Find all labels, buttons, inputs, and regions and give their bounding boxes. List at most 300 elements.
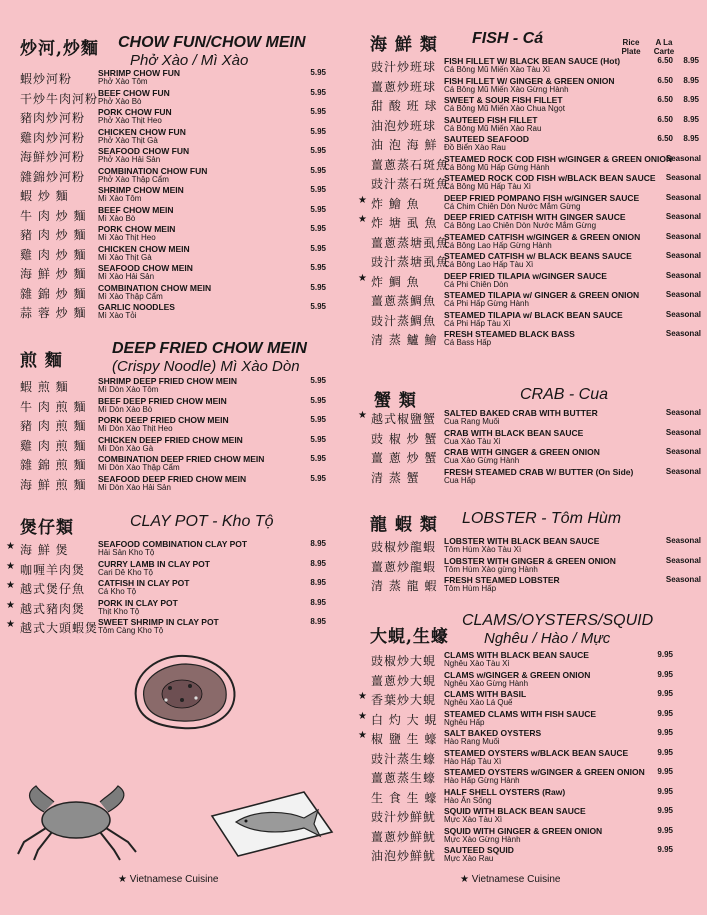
item-name-zh: 油 泡 海 鮮 <box>371 138 438 152</box>
section-title-zh: 煲仔類 <box>20 518 74 538</box>
item-name-vi: Đồ Biển Xào Rau <box>444 143 506 152</box>
item-name-vi: Cá Bông Lao Hấp Tàu Xì <box>444 260 534 269</box>
section-title-zh: 海 鮮 類 <box>370 35 438 55</box>
item-name-en: COMBINATION DEEP FRIED CHOW MEIN <box>98 454 265 464</box>
item-name-zh: 油泡炒班球 <box>371 118 437 133</box>
item-name-en: GARLIC NOODLES <box>98 302 175 312</box>
item-name-zh: 雞 肉 炒 麵 <box>20 247 87 262</box>
item-price: 9.95 <box>657 825 673 835</box>
item-name-vi: Mì Xào Thập Cẩm <box>98 291 163 301</box>
star-icon: ★ <box>6 580 15 591</box>
menu-item <box>356 251 707 271</box>
item-price-seasonal: Seasonal <box>665 231 701 241</box>
item-name-vi: Mì Xào Bò <box>98 213 136 223</box>
item-price: 5.95 <box>310 473 326 483</box>
item-name-zh: 豬 肉 煎 麵 <box>20 419 87 433</box>
item-name-zh: 蝦炒河粉 <box>20 72 73 86</box>
section-title-en: CRAB - Cua <box>520 386 609 403</box>
star-icon: ★ <box>358 194 367 206</box>
menu-item <box>0 598 350 618</box>
menu-item <box>356 650 707 670</box>
item-name-zh: 豬 肉 炒 麵 <box>20 228 87 242</box>
menu-item <box>356 728 707 748</box>
item-price-seasonal: Seasonal <box>665 251 701 260</box>
menu-item <box>0 454 350 474</box>
menu-item <box>356 767 707 787</box>
item-name-zh: 豉汁炒鮮魷 <box>371 810 437 824</box>
item-name-zh: 薑蔥蒸生蠔 <box>371 771 437 785</box>
item-name-vi: Cá Bông Mũ Hấp Tàu Xì <box>444 182 532 191</box>
menu-list <box>356 650 707 865</box>
item-name-zh: 生 食 生 蠔 <box>371 790 438 805</box>
item-price-a-la-carte: 8.95 <box>683 114 699 124</box>
item-name-zh: 豉椒炒龍蝦 <box>371 540 437 554</box>
item-name-en: SALT BAKED OYSTERS <box>444 728 542 738</box>
item-name-vi: Mì Xào Tỏi <box>98 311 137 320</box>
item-price: 5.95 <box>310 415 326 424</box>
item-name-zh: 牛 肉 炒 麵 <box>20 208 87 223</box>
item-name-en: FRESH STEAMED BLACK BASS <box>444 329 575 339</box>
section-title-en: LOBSTER - Tôm Hùm <box>462 510 622 527</box>
item-price: 5.95 <box>310 204 326 214</box>
item-name-en: STEAMED OYSTERS w/GINGER & GREEN ONION <box>444 767 645 777</box>
section-title-en: CLAY POT - Kho Tộ <box>130 513 274 530</box>
item-price: 6.50 <box>657 114 673 124</box>
item-name-zh: 海 鮮 炒 麵 <box>20 267 87 281</box>
item-price-a-la-carte: 8.95 <box>683 134 699 143</box>
item-name-en: CURRY LAMB IN CLAY POT <box>98 558 210 569</box>
item-name-en: SALTED BAKED CRAB WITH BUTTER <box>444 408 598 418</box>
menu-list <box>0 376 350 493</box>
item-name-en: DEEP FRIED CATFISH WITH GINGER SAUCE <box>444 212 626 222</box>
item-name-zh: 薑蔥炒班球 <box>371 79 437 94</box>
item-name-zh: 油泡炒鮮魷 <box>371 849 437 863</box>
item-name-vi: Hào Hấp Gừng Hành <box>444 776 520 785</box>
item-name-vi: Cua Xào Tàu Xì <box>444 436 501 446</box>
item-name-zh: 越式椒鹽蟹 <box>371 412 437 426</box>
menu-item <box>0 88 350 108</box>
menu-item <box>0 376 350 396</box>
item-name-en: BEEF CHOW MEIN <box>98 204 174 215</box>
item-name-en: SWEET & SOUR FISH FILLET <box>444 95 563 105</box>
item-price: 5.95 <box>310 224 326 233</box>
item-price: 9.95 <box>657 806 673 815</box>
item-name-zh: 蝦 煎 麵 <box>20 380 69 394</box>
item-name-en: BEEF CHOW FUN <box>98 87 170 98</box>
item-name-en: DEEP FRIED TILAPIA w/GINGER SAUCE <box>444 270 607 281</box>
menu-item <box>0 127 350 147</box>
item-name-en: SHRIMP CHOW MEIN <box>98 185 184 195</box>
item-name-en: PORK CHOW FUN <box>98 107 172 117</box>
item-name-vi: Hào Hấp Tàu Xì <box>444 756 502 766</box>
item-name-vi: Mì Dòn Xào Tôm <box>98 385 159 394</box>
item-price: 6.50 <box>657 134 673 143</box>
item-name-zh: 薑蔥炒龍蝦 <box>371 559 437 574</box>
item-name-zh: 清 蒸 蟹 <box>371 470 420 485</box>
menu-list <box>356 408 707 486</box>
item-name-en: SWEET SHRIMP IN CLAY POT <box>98 617 219 627</box>
item-price-seasonal: Seasonal <box>665 466 701 476</box>
menu-item <box>356 212 707 232</box>
item-name-en: SHRIMP DEEP FRIED CHOW MEIN <box>98 376 238 386</box>
item-name-vi: Cua Xào Gừng Hành <box>444 456 520 465</box>
item-name-zh: 越式豬肉煲 <box>20 601 86 616</box>
item-name-en: CHICKEN DEEP FRIED CHOW MEIN <box>98 434 243 445</box>
col-header-rice-plate: Rice Plate <box>621 38 641 56</box>
item-price-seasonal: Seasonal <box>665 329 701 338</box>
section-deep-fried-chow-mein <box>0 340 350 493</box>
item-name-vi: Cá Bông Mũ Hấp Gừng Hành <box>444 162 550 172</box>
item-name-vi: Cá Bông Mũ Miến Xào Rau <box>444 123 542 133</box>
item-name-vi: Thịt Kho Tộ <box>98 606 140 616</box>
star-icon: ★ <box>358 710 367 722</box>
item-name-en: SAUTEED SEAFOOD <box>444 134 530 144</box>
menu-item <box>356 689 707 709</box>
menu-item <box>356 115 707 135</box>
item-price: 9.95 <box>657 669 673 679</box>
item-name-en: CATFISH IN CLAY POT <box>98 578 190 588</box>
item-name-zh: 薑蔥炒大蜆 <box>371 673 437 688</box>
menu-item <box>0 146 350 166</box>
item-price: 5.95 <box>310 395 326 405</box>
item-name-en: DEEP FRIED POMPANO FISH w/GINGER SAUCE <box>444 192 640 203</box>
item-name-vi: Cá Bông Lao Hấp Gừng Hành <box>444 240 552 250</box>
item-name-en: CHICKEN CHOW MEIN <box>98 243 190 254</box>
item-name-en: CLAMS WITH BASIL <box>444 689 527 699</box>
item-price-a-la-carte: 8.95 <box>683 75 699 85</box>
item-price: 9.95 <box>657 845 673 854</box>
menu-item <box>0 617 350 637</box>
item-price: 6.50 <box>657 56 673 65</box>
item-name-zh: 雜 錦 炒 麵 <box>20 286 87 301</box>
item-name-en: PORK DEEP FRIED CHOW MEIN <box>98 415 229 425</box>
section-title-zh: 煎 麵 <box>20 351 63 371</box>
item-name-en: HALF SHELL OYSTERS (Raw) <box>444 786 566 797</box>
item-name-vi: Cá Phi Hấp Gừng Hành <box>444 299 529 308</box>
star-icon: ★ <box>358 410 367 421</box>
item-name-vi: Cá Bông Lao Chiên Dòn Nước Mắm Gừng <box>444 221 597 230</box>
item-price: 5.95 <box>310 126 326 136</box>
item-name-zh: 豉汁炒班球 <box>371 60 437 74</box>
menu-item <box>0 224 350 244</box>
menu-item <box>356 408 707 428</box>
section-fish <box>356 30 707 349</box>
item-name-vi: Nghêu Hấp <box>444 717 485 727</box>
item-name-zh: 蝦 炒 麵 <box>20 189 69 203</box>
item-price: 8.95 <box>310 539 326 548</box>
menu-item <box>356 76 707 96</box>
item-name-zh: 豉汁蒸石斑魚 <box>371 177 450 191</box>
item-price: 5.95 <box>310 302 326 311</box>
col-header-a-la-carte: A La Carte <box>653 38 675 56</box>
item-name-vi: Nghêu Xào Tàu Xì <box>444 659 510 668</box>
item-price: 5.95 <box>310 165 326 175</box>
item-price: 5.95 <box>310 107 326 116</box>
item-name-vi: Phở Xào Bò <box>98 96 142 106</box>
item-price: 5.95 <box>310 185 326 194</box>
section-title-en-text: DEEP FRIED CHOW MEIN <box>112 340 307 357</box>
item-name-en: SQUID WITH BLACK BEAN SAUCE <box>444 806 586 816</box>
item-name-zh: 薑 蔥 炒 蟹 <box>371 451 438 465</box>
menu-item <box>356 154 707 174</box>
item-price: 8.95 <box>310 558 326 568</box>
item-name-zh: 豉汁蒸鯛魚 <box>371 313 437 328</box>
item-name-vi: Tôm Hùm Xào gừng Hành <box>444 564 538 574</box>
item-name-en: LOBSTER WITH BLACK BEAN SAUCE <box>444 536 600 546</box>
item-name-vi: Phở Xào Tôm <box>98 77 148 86</box>
menu-item <box>0 166 350 186</box>
item-name-vi: Mì Xào Thịt Heo <box>98 233 156 242</box>
item-price: 6.50 <box>657 95 673 104</box>
item-name-zh: 海 鮮 煲 <box>20 543 69 557</box>
menu-item <box>0 283 350 303</box>
item-price-seasonal: Seasonal <box>665 309 701 319</box>
item-name-vi: Mì Dòn Xào Gà <box>98 443 154 453</box>
item-price-a-la-carte: 8.95 <box>683 56 699 65</box>
item-price: 8.95 <box>310 578 326 587</box>
star-icon: ★ <box>6 599 15 611</box>
section-title-zh: 蟹 類 <box>374 391 417 411</box>
section-clay-pot <box>0 513 350 637</box>
crab-illustration <box>14 782 144 862</box>
section-clams <box>356 612 707 865</box>
item-name-en: STEAMED CATFISH w/GINGER & GREEN ONION <box>444 231 641 242</box>
item-name-en: FISH FILLET W/ GINGER & GREEN ONION <box>444 75 615 86</box>
item-name-en: STEAMED ROCK COD FISH w/BLACK BEAN SAUCE <box>444 173 656 183</box>
star-icon: ★ <box>6 560 15 572</box>
menu-item <box>356 748 707 768</box>
item-price: 5.95 <box>310 376 326 385</box>
item-name-vi: Mì Dòn Xào Thập Cẩm <box>98 463 180 472</box>
item-name-zh: 越式煲仔魚 <box>20 582 86 596</box>
item-name-zh: 炸 鱠 魚 <box>371 196 420 211</box>
item-price: 5.95 <box>310 68 326 77</box>
fish-plate-illustration <box>208 788 336 860</box>
item-name-en: STEAMED TILAPIA w/ GINGER & GREEN ONION <box>444 290 640 300</box>
item-name-zh: 干炒牛肉河粉 <box>20 91 99 106</box>
item-name-vi: Cua Rang Muối <box>444 417 500 426</box>
item-price-seasonal: Seasonal <box>665 153 701 163</box>
item-name-en: PORK IN CLAY POT <box>98 597 178 608</box>
menu-item <box>356 310 707 330</box>
item-name-vi: Cá Kho Tộ <box>98 587 137 596</box>
menu-item <box>356 447 707 467</box>
section-title-vi: Nghêu / Hào / Mực <box>484 630 611 647</box>
menu-item <box>356 428 707 448</box>
item-name-vi: Cá Bông Mũ Miến Xào Gừng Hành <box>444 84 569 94</box>
star-icon: ★ <box>6 619 15 630</box>
section-crab <box>356 386 707 486</box>
section-lobster <box>356 510 707 595</box>
item-name-vi: Phở Xào Thịt Heo <box>98 116 162 125</box>
item-price-seasonal: Seasonal <box>665 192 701 202</box>
star-icon: ★ <box>358 730 367 741</box>
item-price: 5.95 <box>310 263 326 272</box>
item-name-zh: 薑蔥蒸塘虱魚 <box>371 235 450 250</box>
menu-item <box>0 185 350 205</box>
item-name-zh: 豉汁蒸塘虱魚 <box>371 255 450 269</box>
item-name-vi: Mì Xào Tôm <box>98 194 142 203</box>
clay-pot-illustration <box>130 648 240 734</box>
item-name-en: STEAMED CLAMS WITH FISH SAUCE <box>444 708 597 719</box>
item-price: 5.95 <box>310 282 326 292</box>
section-title-zh: 炒河,炒麵 <box>20 39 99 59</box>
section-title-en <box>118 34 306 70</box>
footer-legend: ★ Vietnamese Cuisine <box>460 874 561 885</box>
menu-item <box>356 670 707 690</box>
item-name-en: FISH FILLET W/ BLACK BEAN SAUCE (Hot) <box>444 56 621 66</box>
item-name-zh: 炸 鯛 魚 <box>371 274 420 289</box>
item-name-vi: Cá Phi Chiên Dòn <box>444 279 509 289</box>
item-name-vi: Mực Xào Tàu Xì <box>444 815 503 824</box>
item-name-vi: Mì Dòn Xào Hải Sản <box>98 482 171 492</box>
menu-item <box>356 134 707 154</box>
item-name-vi: Mực Xào Gừng Hành <box>444 834 521 844</box>
item-name-zh: 清 蒸 龍 蝦 <box>371 579 438 593</box>
item-name-en: COMBINATION CHOW FUN <box>98 165 208 176</box>
item-name-en: SQUID WITH GINGER & GREEN ONION <box>444 825 603 836</box>
item-name-vi: Tôm Hùm Xào Tàu Xì <box>444 545 522 554</box>
item-name-en: PORK CHOW MEIN <box>98 224 176 234</box>
item-name-vi: Mì Dòn Xào Thịt Heo <box>98 424 173 433</box>
item-name-en: LOBSTER WITH GINGER & GREEN ONION <box>444 555 616 566</box>
item-name-en: BEEF DEEP FRIED CHOW MEIN <box>98 395 227 406</box>
item-name-vi: Cari Dê Kho Tộ <box>98 567 153 577</box>
item-name-zh: 越式大頭蝦煲 <box>20 621 99 635</box>
item-name-zh: 雞 肉 煎 麵 <box>20 438 87 453</box>
item-price: 9.95 <box>657 689 673 698</box>
item-name-en: FRESH STEAMED LOBSTER <box>444 575 560 585</box>
item-price-seasonal: Seasonal <box>665 290 701 299</box>
item-name-zh: 海 鮮 煎 麵 <box>20 477 87 492</box>
menu-item <box>0 302 350 322</box>
section-chow-fun <box>0 34 350 322</box>
menu-item <box>0 396 350 416</box>
item-price-seasonal: Seasonal <box>665 447 701 456</box>
item-name-vi: Cá Phi Hấp Tàu Xì <box>444 318 511 328</box>
item-name-zh: 豉 椒 炒 蟹 <box>371 431 438 446</box>
menu-item <box>0 559 350 579</box>
menu-item <box>356 329 707 349</box>
menu-item <box>356 826 707 846</box>
item-name-zh: 豉汁蒸生蠔 <box>371 751 437 766</box>
menu-item <box>356 56 707 76</box>
item-name-zh: 牛 肉 煎 麵 <box>20 399 87 414</box>
section-title-zh: 大蜆,生蠔 <box>370 627 449 647</box>
item-name-zh: 雞肉炒河粉 <box>20 130 86 145</box>
item-name-vi: Cua Hấp <box>444 475 476 485</box>
item-price: 9.95 <box>657 747 673 757</box>
item-price: 5.95 <box>310 146 326 155</box>
menu-item <box>0 435 350 455</box>
item-price: 5.95 <box>310 454 326 463</box>
item-name-vi: Hào Ăn Sống <box>444 795 492 805</box>
item-price-seasonal: Seasonal <box>665 536 701 545</box>
menu-item <box>356 173 707 193</box>
item-name-en: SEAFOOD DEEP FRIED CHOW MEIN <box>98 473 247 484</box>
menu-item <box>0 415 350 435</box>
item-price-seasonal: Seasonal <box>665 212 701 221</box>
item-price: 9.95 <box>657 708 673 718</box>
section-subtitle: (Crispy Noodle) Mì Xào Dòn <box>112 358 300 375</box>
item-name-vi: Tôm Càng Kho Tộ <box>98 626 164 635</box>
item-name-en: CLAMS WITH BLACK BEAN SAUCE <box>444 650 589 660</box>
item-name-vi: Hải Sản Kho Tộ <box>98 548 155 557</box>
item-price-seasonal: Seasonal <box>665 427 701 437</box>
item-name-en: FRESH STEAMED CRAB W/ BUTTER (On Side) <box>444 466 634 477</box>
menu-item <box>356 536 707 556</box>
item-price: 5.95 <box>310 434 326 444</box>
item-name-en: SAUTEED FISH FILLET <box>444 114 538 125</box>
item-name-vi: Cá Bass Hấp <box>444 338 492 347</box>
footer-legend: ★ Vietnamese Cuisine <box>118 874 219 885</box>
item-price-a-la-carte: 8.95 <box>683 95 699 104</box>
item-name-vi: Nghêu Xào Gừng Hành <box>444 678 529 688</box>
item-name-vi: Tôm Hùm Hấp <box>444 584 497 593</box>
item-price: 9.95 <box>657 650 673 659</box>
item-price: 5.95 <box>310 87 326 97</box>
star-icon: ★ <box>6 541 15 552</box>
item-name-zh: 雜 錦 煎 麵 <box>20 458 87 472</box>
item-price: 8.95 <box>310 597 326 607</box>
item-price-seasonal: Seasonal <box>665 575 701 584</box>
item-price-seasonal: Seasonal <box>665 555 701 565</box>
menu-item <box>356 95 707 115</box>
item-name-zh: 薑蔥炒鮮魷 <box>371 829 437 844</box>
item-name-vi: Phở Xào Thập Cẩm <box>98 174 169 184</box>
item-name-en: STEAMED TILAPIA w/ BLACK BEAN SAUCE <box>444 309 623 320</box>
item-name-zh: 雜錦炒河粉 <box>20 169 86 184</box>
menu-item <box>0 107 350 127</box>
item-name-vi: Nghêu Xào Lá Quế <box>444 698 513 707</box>
menu-item <box>0 474 350 494</box>
item-name-zh: 豬肉炒河粉 <box>20 111 86 125</box>
item-name-en: CRAB WITH BLACK BEAN SAUCE <box>444 427 584 438</box>
item-name-vi: Cá Chim Chiên Dòn Nước Mắm Gừng <box>444 201 581 211</box>
star-icon: ★ <box>358 691 367 702</box>
menu-list <box>0 539 350 637</box>
section-title-vi: Phở Xào / Mì Xào <box>130 52 249 69</box>
section-title-en <box>112 340 307 376</box>
item-name-en: CRAB WITH GINGER & GREEN ONION <box>444 447 600 457</box>
item-name-vi: Phở Xào Hải Sản <box>98 155 161 164</box>
item-price: 9.95 <box>657 728 673 737</box>
menu-item <box>356 290 707 310</box>
menu-item <box>356 232 707 252</box>
item-name-zh: 豉椒炒大蜆 <box>371 654 437 668</box>
item-name-zh: 炸 塘 虱 魚 <box>371 216 438 230</box>
menu-item <box>0 68 350 88</box>
menu-item <box>356 575 707 595</box>
item-name-zh: 香葉炒大蜆 <box>371 693 437 707</box>
item-name-vi: Mì Xào Hải Sản <box>98 272 155 281</box>
item-name-en: SAUTEED SQUID <box>444 845 514 855</box>
item-name-en: SHRIMP CHOW FUN <box>98 68 181 78</box>
item-name-zh: 椒 鹽 生 蠔 <box>371 732 438 746</box>
item-price-seasonal: Seasonal <box>665 270 701 280</box>
item-price: 9.95 <box>657 786 673 796</box>
item-price: 9.95 <box>657 767 673 776</box>
item-price: 6.50 <box>657 75 673 85</box>
section-title-zh: 龍 蝦 類 <box>370 515 438 535</box>
section-title-en-text: CLAMS/OYSTERS/SQUID <box>462 612 654 629</box>
item-price: 8.95 <box>310 617 326 626</box>
menu-item <box>356 845 707 865</box>
item-name-zh: 蒜 蓉 炒 麵 <box>20 306 87 320</box>
item-name-en: SEAFOOD CHOW FUN <box>98 146 190 156</box>
item-name-en: SEAFOOD CHOW MEIN <box>98 263 193 273</box>
item-name-vi: Cá Bông Mũ Miến Xào Tàu Xì <box>444 65 551 74</box>
